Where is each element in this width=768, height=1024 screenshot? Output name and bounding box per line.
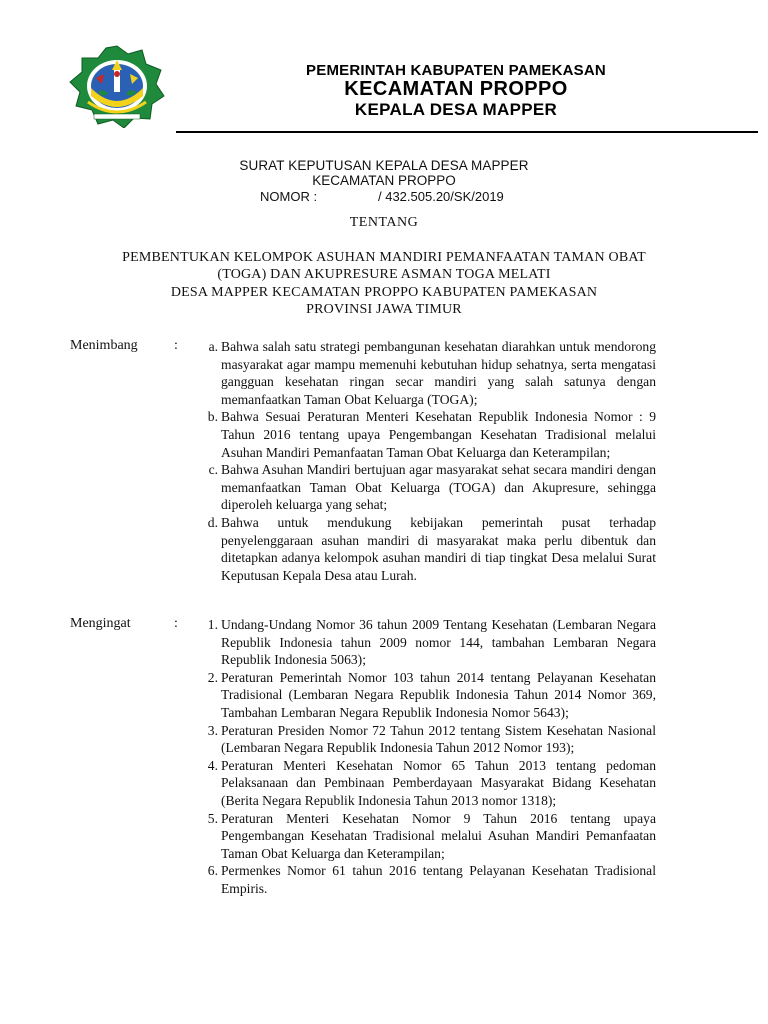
list-item xyxy=(190,616,656,669)
item-marker: d. xyxy=(207,514,218,530)
item-text: Bahwa Sesuai Peraturan Menteri Kesehatan Republik Indonesia Nomor : 9 Tahun 2016 tentang upaya Pengembangan Kesehatan Tradisional melalui Asuhan Mandiri Pemanfaatan Taman Obat Keluarga dan Keterampilan; xyxy=(221,409,656,460)
item-text: Undang-Undang Nomor 36 tahun 2009 Tentang Kesehatan (Lembaran Negara Republik Indonesia tahun 2009 nomor 144, tambahan Lembaran Negara Republik Indonesia 5063); xyxy=(221,617,656,668)
list-item xyxy=(190,461,656,514)
decree-number-label: NOMOR : xyxy=(260,189,318,204)
decree-number-value: / 432.505.20/SK/2019 xyxy=(378,189,504,204)
menimbang-label: Menimbang xyxy=(70,338,138,353)
item-text: Bahwa Asuhan Mandiri bertujuan agar masyarakat sehat secara mandiri dengan memanfaatkan Taman Obat Keluarga (TOGA) dan Akupresure, sehingga diperoleh keluarga yang sehat; xyxy=(221,462,656,513)
mengingat-colon: : xyxy=(174,616,178,631)
item-marker: 2. xyxy=(207,669,218,685)
subject-line-3: DESA MAPPER KECAMATAN PROPPO KABUPATEN PAMEKASAN xyxy=(170,285,598,300)
list-item xyxy=(190,722,656,757)
item-marker: 3. xyxy=(207,722,218,738)
mengingat-label: Mengingat xyxy=(70,616,131,631)
letterhead-district: KECAMATAN PROPPO xyxy=(344,78,568,100)
mengingat-list xyxy=(190,616,656,898)
item-marker: 1. xyxy=(207,617,218,632)
list-item xyxy=(190,514,656,584)
list-item xyxy=(190,408,656,461)
item-text: Peraturan Menteri Kesehatan Nomor 9 Tahun 2016 tentang upaya Pengembangan Kesehatan Tradisional melalui Asuhan Mandiri Pemanfaatan Taman Obat Keluarga dan Keterampilan; xyxy=(221,810,656,861)
item-text: Permenkes Nomor 61 tahun 2016 tentang Pelayanan Kesehatan Tradisional Empiris. xyxy=(221,863,656,896)
decree-number xyxy=(260,189,504,204)
letterhead-village-head: KEPALA DESA MAPPER xyxy=(354,100,558,119)
item-text: Peraturan Menteri Kesehatan Nomor 65 Tahun 2013 tentang pedoman Pelaksanaan dan Pembinaan Pemberdayaan Masyarakat Bidang Kesehatan (Berita Negara Republik Indonesia Tahun 2013 nomor 1318); xyxy=(221,757,656,808)
list-item xyxy=(190,862,656,897)
item-marker: a. xyxy=(208,339,218,354)
menimbang-colon: : xyxy=(174,338,178,353)
menimbang-list xyxy=(190,338,656,584)
item-text: Bahwa untuk mendukung kebijakan pemerintah pusat terhadap penyelenggaraan asuhan mandiri di masyarakat maka perlu dibentuk dan ditetapkan adanya kelompok asuhan mandiri di tiap tingkat Desa melalui Surat Keputusan Kepala Desa atau Lurah. xyxy=(221,514,656,583)
subject-line-4: PROVINSI JAWA TIMUR xyxy=(306,302,462,317)
tentang-heading: TENTANG xyxy=(349,215,419,230)
list-item xyxy=(190,757,656,810)
list-item xyxy=(190,669,656,722)
regency-emblem-logo xyxy=(68,44,166,128)
subject-line-2: (TOGA) DAN AKUPRESURE ASMAN TOGA MELATI xyxy=(217,267,551,282)
item-marker: c. xyxy=(208,462,218,478)
letterhead-government: PEMERINTAH KABUPATEN PAMEKASAN xyxy=(306,62,606,79)
item-text: Bahwa salah satu strategi pembangunan kesehatan diarahkan untuk mendorong masyarakat agar mampu memenuhi kebutuhan hidup sehatnya, serta mengatasi gangguan kesehatan ringan secar mandiri yang salah satunya dengan memanfaatkan Taman Obat Keluarga (TOGA); xyxy=(221,339,656,407)
decree-title: SURAT KEPUTUSAN KEPALA DESA MAPPER xyxy=(239,158,529,173)
item-marker: b. xyxy=(207,409,218,425)
list-item xyxy=(190,338,656,408)
item-text: Peraturan Presiden Nomor 72 Tahun 2012 tentang Sistem Kesehatan Nasional (Lembaran Negara Republik Indonesia Tahun 2012 Nomor 193); xyxy=(221,722,656,756)
item-marker: 6. xyxy=(207,863,218,879)
item-marker: 5. xyxy=(207,810,218,826)
list-item xyxy=(190,810,656,863)
letterhead-divider xyxy=(176,131,758,133)
item-marker: 4. xyxy=(207,757,218,773)
decree-subtitle: KECAMATAN PROPPO xyxy=(312,173,456,188)
item-text: Peraturan Pemerintah Nomor 103 tahun 2014 tentang Pelayanan Kesehatan Tradisional (Lembaran Negara Republik Indonesia Tahun 2014 Nomor 369, Tambahan Lembaran Negara Republik Indonesia Nomor 5643); xyxy=(221,669,656,720)
subject-line-1: PEMBENTUKAN KELOMPOK ASUHAN MANDIRI PEMANFAATAN TAMAN OBAT xyxy=(122,250,646,265)
